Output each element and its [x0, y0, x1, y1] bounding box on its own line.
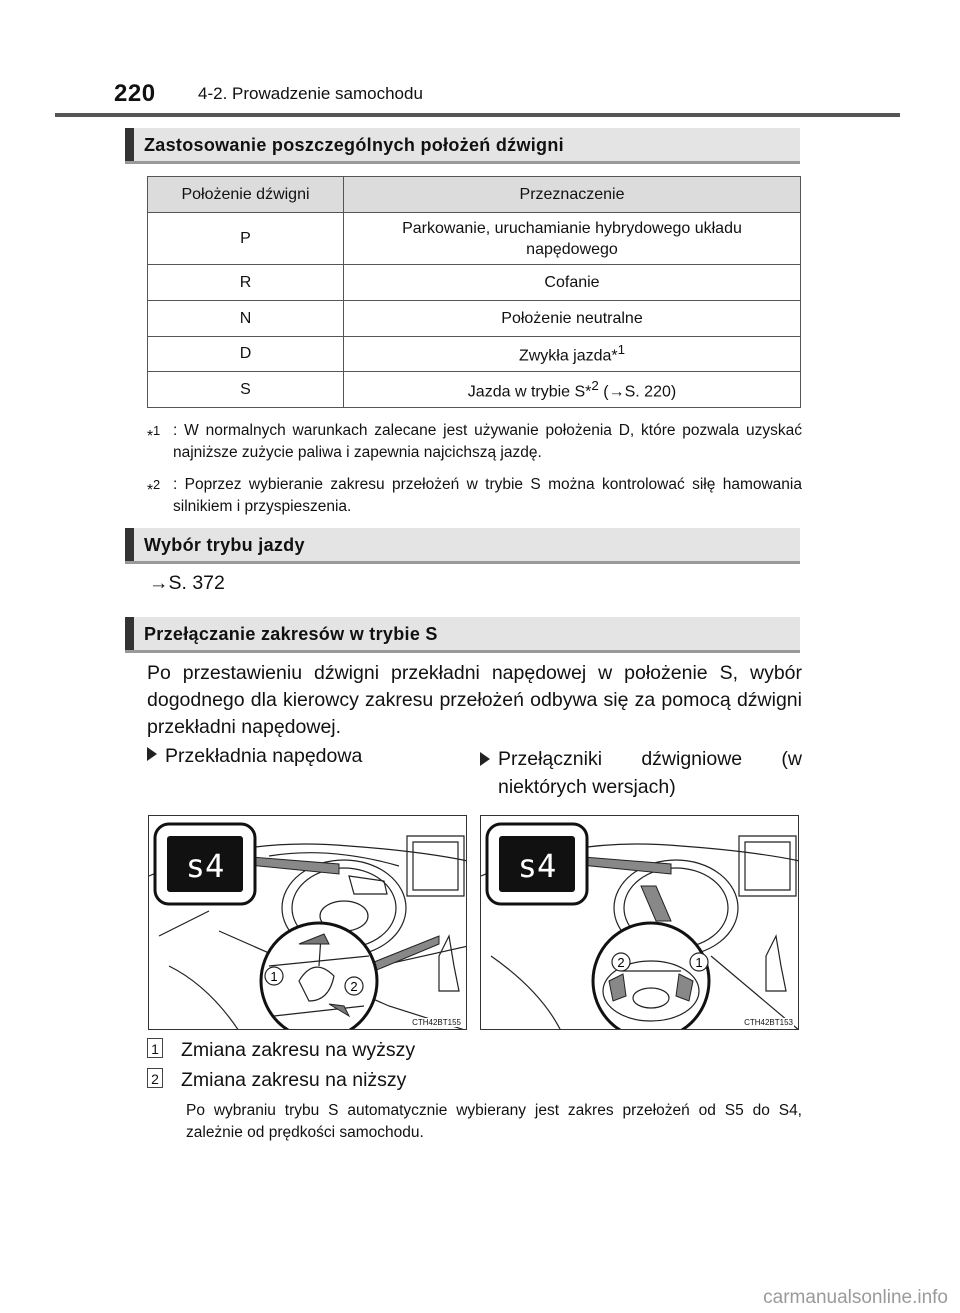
chapter-title: 4-2. Prowadzenie samochodu: [198, 84, 423, 103]
gear-positions-table: [147, 176, 801, 408]
gear-purpose: [344, 337, 801, 372]
figure-code: CTH42BT153: [744, 1018, 793, 1027]
illustration-gear-shift: [148, 815, 467, 1030]
footnote-2: [147, 474, 802, 518]
footnote-asterisk: *: [147, 482, 154, 500]
page-number: 220: [114, 80, 156, 107]
footnote-mark: [147, 474, 160, 502]
header-rule: [55, 113, 900, 117]
gear-position: R: [148, 265, 344, 301]
variant-left: [147, 745, 362, 768]
section-header-mode: [125, 528, 800, 564]
table-row: [148, 265, 801, 301]
footnote-text: : W normalnych warunkach zalecane jest używanie położenia D, które pozwala uzyskać najniższe zużycie paliwa i zapewnia najcichszą jazdę.: [173, 422, 802, 461]
callout-number: 1: [270, 969, 278, 984]
s-mode-paragraph: Po przestawieniu dźwigni przekładni napędowej w położenie S, wybór dogodnego dla kierowcy zakresu przełożeń odbywa się za pomocą dźwigni przekładni napędowej.: [147, 662, 802, 738]
section-header-positions: [125, 128, 800, 164]
section-title: Przełączanie zakresów w trybie S: [144, 624, 438, 644]
list-item: [147, 1038, 415, 1062]
callout-number: 2: [350, 979, 358, 994]
item-label: Zmiana zakresu na wyższy: [181, 1039, 416, 1061]
table-row: [148, 301, 801, 337]
section-title: Wybór trybu jazdy: [144, 535, 305, 555]
mode-page-reference[interactable]: →S. 372: [149, 572, 225, 594]
cockpit-drawing: [481, 816, 799, 1030]
cockpit-drawing: [149, 816, 467, 1030]
page-reference: (→S. 220): [598, 383, 677, 401]
table-row: [148, 337, 801, 372]
footnote-asterisk: *: [147, 428, 154, 446]
footnote-text: : Poprzez wybieranie zakresu przełożeń w trybie S można kontrolować siłę hamowania silnikiem i przyspieszenia.: [173, 476, 802, 515]
triangle-bullet-icon: [147, 747, 157, 761]
item-number: 1: [147, 1038, 163, 1058]
gear-purpose: Położenie neutralne: [344, 301, 801, 337]
footnote-mark: [147, 420, 160, 448]
section-title: Zastosowanie poszczególnych położeń dźwigni: [144, 135, 564, 155]
purpose-text: Parkowanie, uruchamianie hybrydowego układu napędowego: [402, 219, 742, 258]
variant-label: Przekładnia napędowa: [165, 745, 363, 767]
footnote-number: 1: [153, 423, 161, 438]
watermark: carmanualsonline.info: [763, 1287, 948, 1308]
gear-position: S: [148, 372, 344, 408]
variant-label: Przełączniki dźwigniowe (w niektórych wersjach): [498, 748, 802, 798]
purpose-text: Jazda w trybie S*: [467, 383, 592, 401]
display-text: s4: [517, 847, 557, 885]
footnote-ref: 1: [617, 342, 626, 358]
variant-right: [480, 745, 802, 801]
illustration-paddle-shifters: [480, 815, 799, 1030]
footnote-number: 2: [153, 477, 161, 492]
gear-purpose: Cofanie: [344, 265, 801, 301]
triangle-bullet-icon: [480, 752, 490, 766]
gear-purpose: [344, 372, 801, 408]
callout-number: 1: [695, 955, 703, 970]
column-header: Położenie dźwigni: [148, 177, 344, 213]
section-header-s-mode: [125, 617, 800, 653]
footnote-ref: 2: [591, 377, 599, 393]
footnote-1: [147, 420, 802, 464]
table-header-row: [148, 177, 801, 213]
callout-number: 2: [617, 955, 625, 970]
table-row: [148, 372, 801, 408]
column-header: Przeznaczenie: [344, 177, 801, 213]
note-text: Po wybraniu trybu S automatycznie wybierany jest zakres przełożeń od S5 do S4, zależnie od prędkości samochodu.: [186, 1102, 802, 1141]
display-text: s4: [185, 847, 225, 885]
figure-code: CTH42BT155: [412, 1018, 461, 1027]
gear-position: P: [148, 213, 344, 265]
gear-position: D: [148, 337, 344, 372]
item-label: Zmiana zakresu na niższy: [181, 1069, 407, 1091]
list-item: [147, 1068, 406, 1092]
table-row: [148, 213, 801, 265]
gear-position: N: [148, 301, 344, 337]
gear-purpose: [344, 213, 801, 265]
item-number: 2: [147, 1068, 163, 1088]
zoom-circle: [593, 923, 709, 1030]
purpose-text: Zwykła jazda*: [518, 347, 618, 365]
